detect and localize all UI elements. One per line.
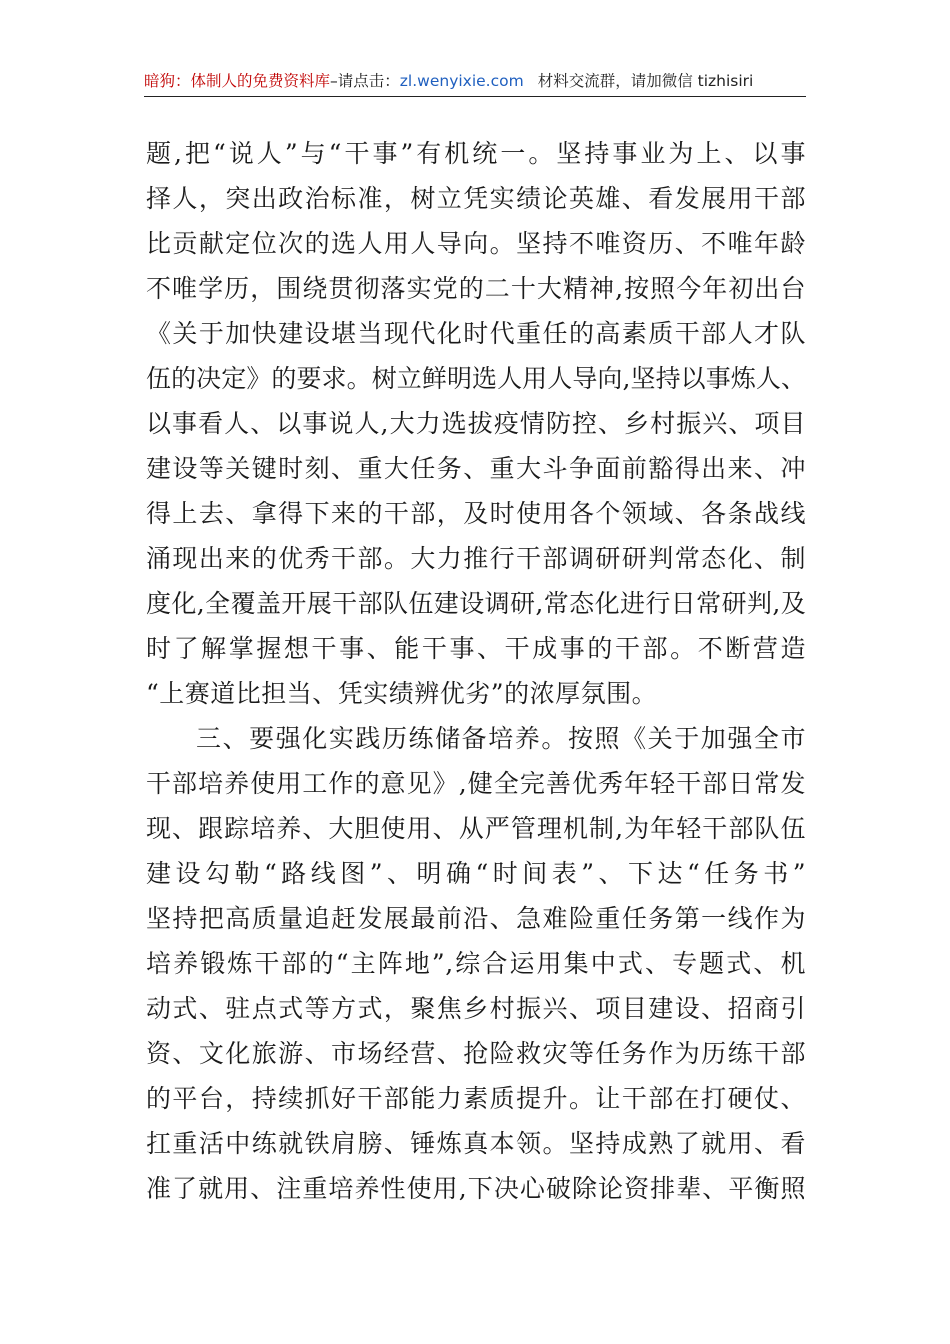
text-line: 以事看人、以事说人,大力选拔疫情防控、乡村振兴、项目 [146,409,806,438]
text-line: 时了解掌握想干事、能干事、干成事的干部。不断营造 [146,634,806,663]
section-heading-line: 三、要强化实践历练储备培养。按照《关于加强全市 [196,724,806,753]
paragraph-2 [146,716,806,1211]
text-line: 建设勾勒“路线图”、明确“时间表”、下达“任务书” [146,859,806,888]
text-line: 《关于加快建设堪当现代化时代重任的高素质干部人才队 [146,319,806,348]
header-brand: 暗狗：体制人的免费资料库 [144,72,331,90]
text-line: 坚持把高质量追赶发展最前沿、急难险重任务第一线作为 [146,904,806,933]
text-line: 扛重活中练就铁肩膀、锤炼真本领。坚持成熟了就用、看 [146,1129,806,1158]
text-line: 不唯学历，围绕贯彻落实党的二十大精神,按照今年初出台 [146,274,806,303]
text-line: 建设等关键时刻、重大任务、重大斗争面前豁得出来、冲 [146,454,806,483]
text-line: 度化,全覆盖开展干部队伍建设调研,常态化进行日常研判,及 [146,589,806,618]
page-header [144,70,806,97]
text-line: 比贡献定位次的选人用人导向。坚持不唯资历、不唯年龄 [146,229,806,258]
header-url-link[interactable]: zl.wenyixie.com [399,72,524,90]
text-line: 择人，突出政治标准，树立凭实绩论英雄、看发展用干部 [146,184,806,213]
text-line: 题,把“说人”与“干事”有机统一。坚持事业为上、以事 [146,139,806,168]
text-line: 干部培养使用工作的意见》,健全完善优秀年轻干部日常发 [146,769,806,798]
document-body [146,131,806,1211]
text-line: 现、跟踪培养、大胆使用、从严管理机制,为年轻干部队伍 [146,814,806,843]
text-line: 准了就用、注重培养性使用,下决心破除论资排辈、平衡照 [146,1174,806,1203]
text-line: 伍的决定》的要求。树立鲜明选人用人导向,坚持以事炼人、 [146,364,806,393]
header-prompt: –请点击： [330,72,400,90]
text-line: 得上去、拿得下来的干部，及时使用各个领域、各条战线 [146,499,806,528]
text-line: “上赛道比担当、凭实绩辨优劣”的浓厚氛围。 [146,679,658,708]
text-line: 培养锻炼干部的“主阵地”,综合运用集中式、专题式、机 [146,949,806,978]
text-line: 涌现出来的优秀干部。大力推行干部调研研判常态化、制 [146,544,806,573]
header-contact: 材料交流群，请加微信 tizhisiri [537,72,754,90]
paragraph-1 [146,131,806,716]
text-line: 动式、驻点式等方式，聚焦乡村振兴、项目建设、招商引 [146,994,806,1023]
text-line: 资、文化旅游、市场经营、抢险救灾等任务作为历练干部 [146,1039,806,1068]
text-line: 的平台，持续抓好干部能力素质提升。让干部在打硬仗、 [146,1084,806,1113]
